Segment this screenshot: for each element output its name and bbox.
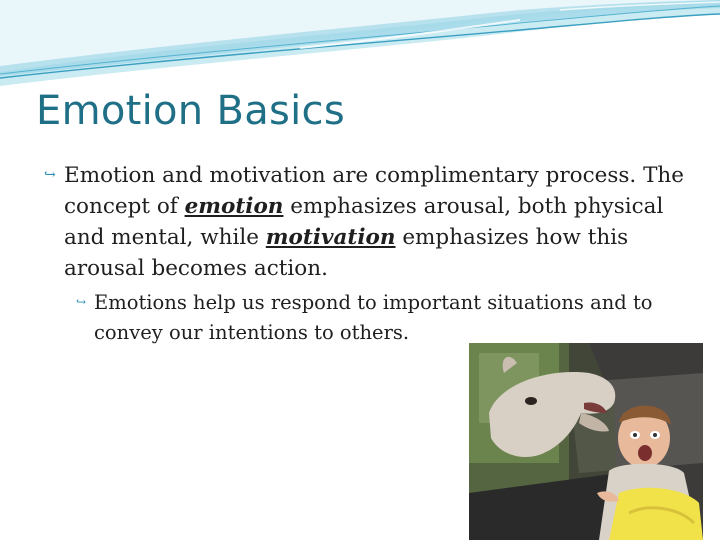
donkey-and-boy-photo: [469, 343, 703, 540]
bullet-sub: [76, 287, 714, 348]
bullet-sub-text: Emotions help us respond to important situations and to convey our intentions to others.: [94, 291, 653, 344]
wave-header-decoration: [0, 0, 720, 90]
curved-bullet-icon: ↪: [76, 295, 87, 309]
emphasis-motivation: motivation: [265, 225, 396, 250]
slide-title: Emotion Basics: [36, 88, 345, 134]
emphasis-emotion: emotion: [184, 194, 284, 219]
bullet-main: [44, 160, 694, 284]
curved-bullet-icon: ↪: [44, 167, 56, 183]
bullet-main-text-2: emphasizes arousal, both physical and mental, while: [64, 194, 664, 250]
bullet-main-text-3: emphasizes how this arousal becomes action.: [64, 225, 629, 281]
bullet-main-text-1: Emotion and motivation are complimentary process. The concept of: [64, 163, 684, 219]
